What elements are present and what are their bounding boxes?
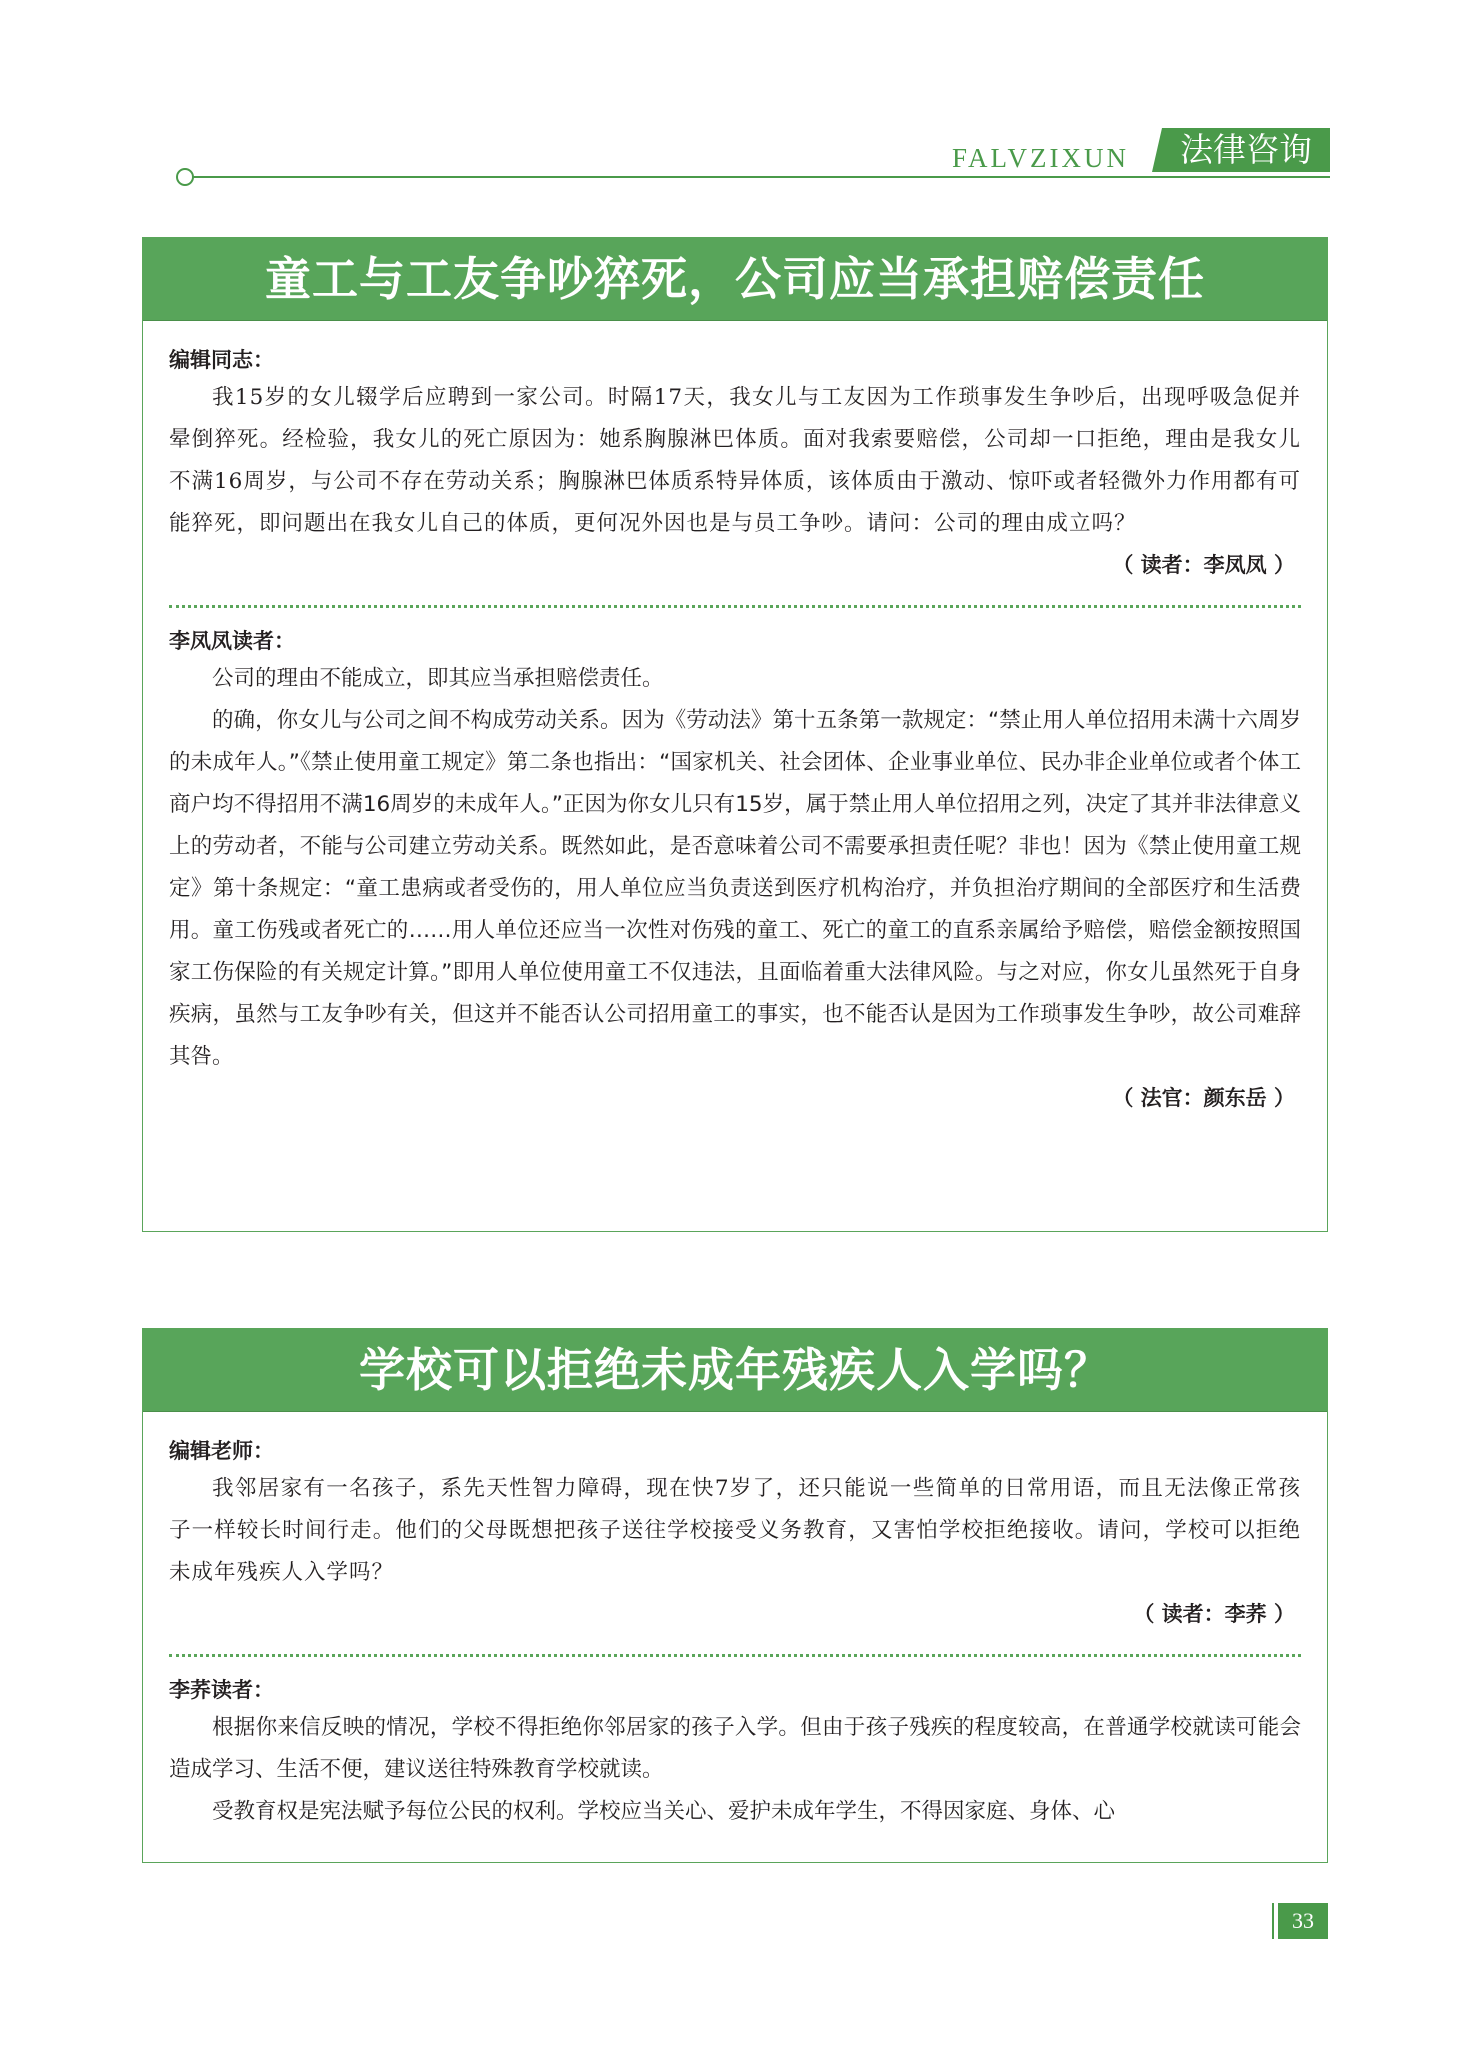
answer-paragraph: 的确，你女儿与公司之间不构成劳动关系。因为《劳动法》第十五条第一款规定：“禁止用人单位招用未满十六周岁的未成年人。”《禁止使用童工规定》第二条也指出：“国家机关、社会团体、企业事业单位、民办非企业单位或者个体工商户均不得招用不满16周岁的未成年人。”正因为你女儿只有15岁，属于禁止用人单位招用之列，决定了其并非法律意义上的劳动者，不能与公司建立劳动关系。既然如此，是否意味着公司不需要承担责任呢？非也！因为《禁止使用童工规定》第十条规定：“童工患病或者受伤的，用人单位应当负责送到医疗机构治疗，并负担治疗期间的全部医疗和生活费用。童工伤残或者死亡的……用人单位还应当一次性对伤残的童工、死亡的童工的直系亲属给予赔偿，赔偿金额按照国家工伤保险的有关规定计算。”即用人单位使用童工不仅违法，且面临着重大法律风险。与之对应，你女儿虽然死于自身疾病，虽然与工友争吵有关，但这并不能否认公司招用童工的事实，也不能否认是因为工作琐事发生争吵，故公司难辞其咎。	[169, 708, 1301, 1069]
header-section-tag: 法律咨询	[1162, 128, 1330, 172]
dotted-divider	[169, 1654, 1301, 1657]
question-text: 我15岁的女儿辍学后应聘到一家公司。时隔17天，我女儿与工友因为工作琐事发生争吵后，出现呼吸急促并晕倒猝死。经检验，我女儿的死亡原因为：她系胸腺淋巴体质。面对我索要赔偿，公司却一口拒绝，理由是我女儿不满16周岁，与公司不存在劳动关系；胸腺淋巴体质系特异体质，该体质由于激动、惊吓或者轻微外力作用都有可能猝死，即问题出在我女儿自己的体质，更何况外因也是与员工争吵。请问：公司的理由成立吗？	[169, 385, 1301, 536]
article-title: 童工与工友争吵猝死，公司应当承担赔偿责任	[143, 238, 1327, 321]
answer-paragraph: 受教育权是宪法赋予每位公民的权利。学校应当关心、爱护未成年学生，不得因家庭、身体、心	[212, 1799, 1116, 1824]
article-card-1	[142, 237, 1328, 1232]
header-rule	[192, 176, 1330, 178]
answer-signature: （ 法官：颜东岳 ）	[1112, 1086, 1295, 1110]
answer-salutation: 李荞读者：	[169, 1678, 274, 1702]
question-signature: （ 读者：李荞 ）	[1133, 1602, 1295, 1626]
question-salutation: 编辑同志：	[169, 348, 274, 372]
page-number: 33	[1278, 1903, 1328, 1939]
article-title: 学校可以拒绝未成年残疾人入学吗？	[143, 1329, 1327, 1412]
answer-paragraph: 根据你来信反映的情况，学校不得拒绝你邻居家的孩子入学。但由于孩子残疾的程度较高，在普通学校就读可能会造成学习、生活不便，建议送往特殊教育学校就读。	[169, 1715, 1301, 1782]
question-salutation: 编辑老师：	[169, 1439, 274, 1463]
header-latin-title: FALVZIXUN	[952, 143, 1130, 173]
answer-paragraph: 公司的理由不能成立，即其应当承担赔偿责任。	[212, 666, 664, 691]
article-card-2	[142, 1328, 1328, 1863]
answer-salutation: 李凤凤读者：	[169, 629, 295, 653]
question-signature: （ 读者：李凤凤 ）	[1112, 553, 1295, 577]
question-text: 我邻居家有一名孩子，系先天性智力障碍，现在快7岁了，还只能说一些简单的日常用语，而且无法像正常孩子一样较长时间行走。他们的父母既想把孩子送往学校接受义务教育，又害怕学校拒绝接收。请问，学校可以拒绝未成年残疾人入学吗？	[169, 1476, 1301, 1585]
dotted-divider	[169, 605, 1301, 608]
